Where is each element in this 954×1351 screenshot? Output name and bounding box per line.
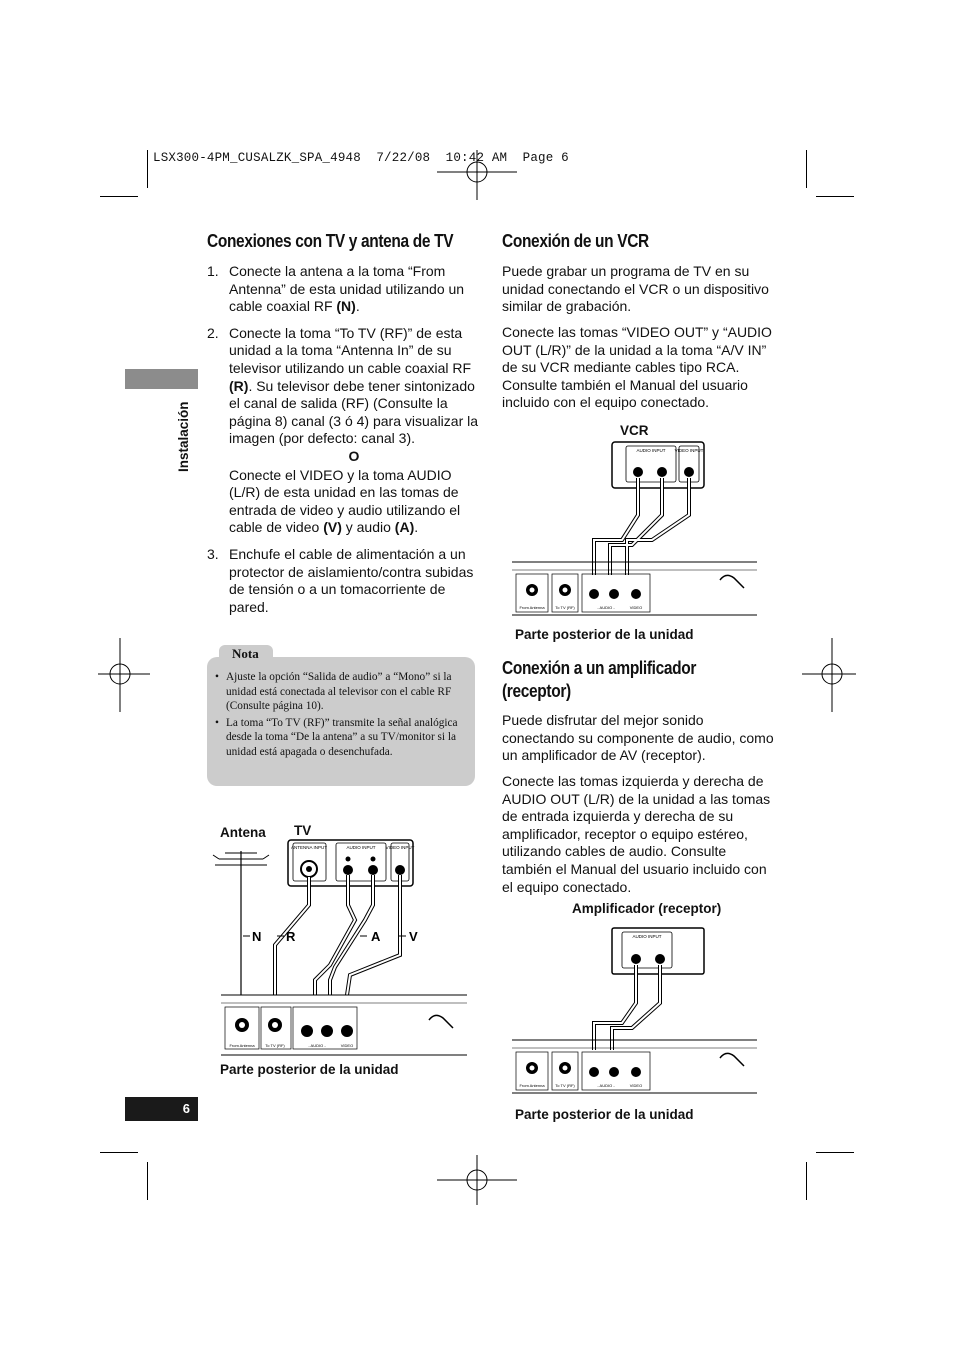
note-title: Nota bbox=[232, 646, 259, 661]
amp-heading-line2: (receptor) bbox=[502, 681, 571, 701]
crop-mark bbox=[816, 196, 854, 197]
svg-text:- AUDIO -: - AUDIO - bbox=[597, 605, 615, 610]
unit-rear-panel bbox=[221, 995, 467, 1055]
tv-antenna-diagram bbox=[205, 835, 475, 1060]
section-tab-bar bbox=[125, 369, 198, 389]
note-list bbox=[211, 670, 467, 762]
vcr-label: VCR bbox=[620, 423, 649, 438]
step-item: 1. Conecte la antena a la toma “From Antenna” de esta unidad utilizando un cable coaxial RF (N). bbox=[207, 263, 465, 315]
tv-video-input-label: VIDEO INPUT bbox=[385, 845, 415, 850]
note-item: • Ajuste la opción “Salida de audio” a “Mono” si la unidad está conectada al televisor con el cable RF (Consulte página 10). bbox=[211, 670, 467, 714]
svg-text:From Antenna: From Antenna bbox=[519, 1083, 545, 1088]
crop-mark bbox=[147, 1162, 148, 1200]
crop-mark bbox=[806, 1162, 807, 1200]
svg-text:To TV (RF): To TV (RF) bbox=[265, 1043, 285, 1048]
tv-audio-input-label: AUDIO INPUT bbox=[346, 845, 376, 850]
cable-r-label: R bbox=[286, 929, 296, 944]
svg-text:- AUDIO -: - AUDIO - bbox=[308, 1043, 326, 1048]
registration-mark-right bbox=[800, 636, 860, 716]
amp-heading-line1: Conexión a un amplificador bbox=[502, 658, 697, 678]
antenna-drawing bbox=[213, 851, 269, 995]
antenna-label: Antena bbox=[220, 825, 266, 840]
vcr-instructions: Conecte las tomas “VIDEO OUT” y “AUDIO OUT (L/R)” de la unidad a la toma “A/V IN” de su VCR mediante cables tipo RCA. Consulte también el Manual del usuario incluido con el equipo conectado. bbox=[502, 324, 772, 411]
note-item: • La toma “To TV (RF)” transmite la señal analógica desde la toma “De la antena” a su TV/monitor si la unidad está apagada o desenchufada. bbox=[211, 716, 467, 760]
left-diagram-caption: Parte posterior de la unidad bbox=[220, 1062, 399, 1077]
step-list bbox=[207, 263, 479, 616]
svg-text:From Antenna: From Antenna bbox=[519, 605, 545, 610]
svg-text:VIDEO INPUT: VIDEO INPUT bbox=[674, 448, 704, 453]
unit-rear-panel bbox=[512, 1040, 757, 1093]
amp-label: Amplificador (receptor) bbox=[572, 901, 722, 916]
crop-mark bbox=[147, 150, 148, 188]
note-box bbox=[207, 657, 475, 786]
or-separator: O bbox=[348, 447, 360, 464]
tv-input-panel bbox=[288, 840, 415, 886]
crop-mark bbox=[816, 1152, 854, 1153]
tv-antenna-input-label: ANTENNA INPUT bbox=[290, 845, 328, 850]
svg-text:- AUDIO -: - AUDIO - bbox=[597, 1083, 615, 1088]
svg-text:VIDEO: VIDEO bbox=[629, 605, 643, 610]
vcr-heading: Conexión de un VCR bbox=[502, 231, 649, 251]
svg-text:VIDEO: VIDEO bbox=[340, 1043, 354, 1048]
registration-mark-left bbox=[98, 636, 158, 716]
step-item: 2. Conecte la toma “To TV (RF)” de esta unidad a la toma “Antenna In” de su televisor utilizando un cable coaxial RF (R). Su televisor debe tener sintonizado el canal de salida (RF) (Consulte la página 8) canal (3 ó 4) para visualizar la imagen (por defecto: canal 3). O Conecte el VIDEO y la toma AUDIO (L/R) de esta unidad en las tomas de entrada de video y audio utilizando el cable de video (V) y audio (A). bbox=[207, 324, 479, 536]
crop-mark bbox=[806, 150, 807, 188]
crop-mark bbox=[100, 1152, 138, 1153]
left-heading: Conexiones con TV y antena de TV bbox=[207, 231, 454, 251]
vcr-diagram bbox=[512, 440, 762, 618]
amp-diagram bbox=[512, 925, 762, 1095]
amp-instructions: Conecte las tomas izquierda y derecha de AUDIO OUT (L/R) de la unidad a las tomas de entrada izquierda y derecha de su amplificador, receptor o equipo estéreo, utilizando cables de audio. Consulte también el Manual del usuario incluido con el equipo conectado. bbox=[502, 773, 771, 895]
step-item: 3. Enchufe el cable de alimentación a un protector de aislamiento/contra subidas de tensión o a un tomacorriente de pared. bbox=[207, 545, 474, 615]
svg-text:VIDEO: VIDEO bbox=[629, 1083, 643, 1088]
svg-text:To TV (RF): To TV (RF) bbox=[555, 1083, 575, 1088]
svg-text:AUDIO INPUT: AUDIO INPUT bbox=[632, 934, 662, 939]
svg-text:From Antenna: From Antenna bbox=[229, 1043, 255, 1048]
cable-a-label: A bbox=[371, 929, 381, 944]
amp-intro: Puede disfrutar del mejor sonido conectando su componente de audio, como un amplificador de AV (receptor). bbox=[502, 712, 774, 764]
tv-label: TV bbox=[294, 823, 312, 838]
vcr-intro: Puede grabar un programa de TV en su unidad conectando el VCR o un dispositivo similar de grabación. bbox=[502, 263, 769, 315]
registration-mark-bottom bbox=[437, 1140, 517, 1220]
crop-mark bbox=[100, 196, 138, 197]
svg-text:AUDIO INPUT: AUDIO INPUT bbox=[636, 448, 666, 453]
page-number: 6 bbox=[125, 1097, 198, 1121]
amp-diagram-caption: Parte posterior de la unidad bbox=[515, 1107, 694, 1122]
svg-text:To TV (RF): To TV (RF) bbox=[555, 605, 575, 610]
cable-v-label: V bbox=[409, 929, 418, 944]
print-slug: LSX300-4PM_CUSALZK_SPA_4948 7/22/08 10:42 AM Page 6 bbox=[153, 151, 569, 165]
section-label: Instalación bbox=[176, 401, 191, 472]
cable-n-label: N bbox=[252, 929, 262, 944]
unit-rear-panel bbox=[512, 562, 757, 615]
vcr-diagram-caption: Parte posterior de la unidad bbox=[515, 627, 694, 642]
